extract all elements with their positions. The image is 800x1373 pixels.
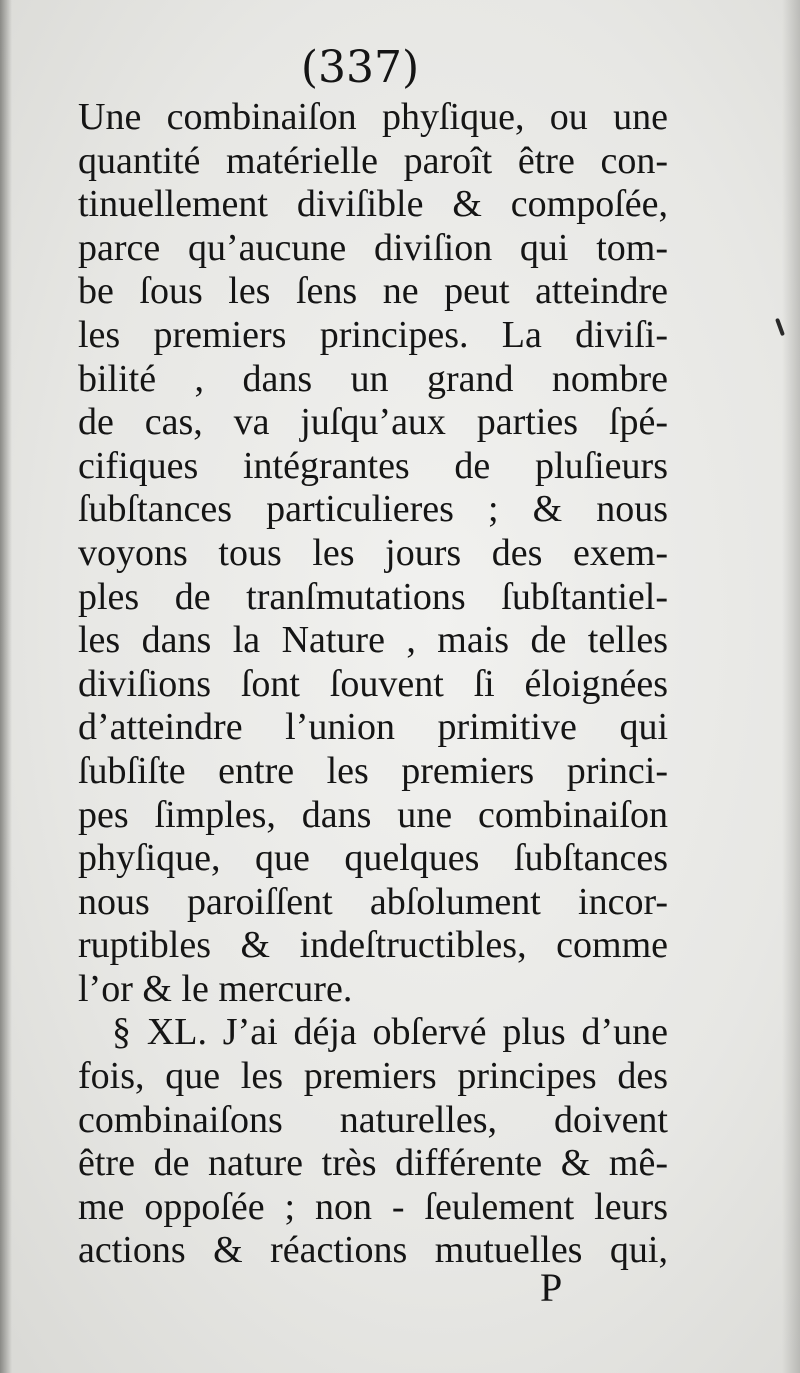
text-line: phyſique, que quelques ſubſtances [78,837,668,880]
text-line: combinaiſons naturelles, doivent [78,1098,668,1141]
text-line: l’or & le mercure. [78,967,353,1010]
body-text [78,96,668,1273]
text-line: bilité , dans un grand nombre [78,357,668,400]
catchword: P [540,1265,563,1310]
gutter-shadow [0,0,12,1373]
text-line: pes ſimples, dans une combinaiſon [78,793,668,836]
text-line: diviſions ſont ſouvent ſi éloignées [78,662,668,705]
text-line: me oppoſée ; non - ſeulement leurs [78,1185,668,1228]
text-line: § XL. J’ai déja obſervé plus d’une [112,1011,668,1054]
text-line: tinuellement diviſible & compoſée, [78,183,668,226]
page-edge-shadow [782,0,800,1373]
text-line: cifiques intégrantes de pluſieurs [78,444,668,487]
page-number: (337) [300,42,420,93]
text-line: Une combinaiſon phyſique, ou une [78,96,668,138]
text-line: quantité matérielle paroît être con- [78,139,668,182]
text-line: nous paroiſſent abſolument incor- [78,880,668,923]
text-line: ſubſtances particulieres ; & nous [78,488,668,531]
text-line: les dans la Nature , mais de telles [78,619,668,662]
text-line: les premiers principes. La diviſi- [78,313,668,356]
text-line: actions & réactions mutuelles qui, [78,1229,668,1272]
text-line: ſubſiſte entre les premiers princi- [78,749,668,792]
text-line: be ſous les ſens ne peut atteindre [78,270,668,313]
text-line: d’atteindre l’union primitive qui [78,706,668,749]
text-line: parce qu’aucune diviſion qui tom- [78,226,668,269]
text-line: de cas, va juſqu’aux parties ſpé- [78,401,668,444]
text-line: être de nature très différente & mê- [78,1142,668,1185]
text-line: ruptibles & indeſtructibles, comme [78,924,668,967]
text-line: voyons tous les jours des exem- [78,531,668,574]
text-line: ples de tranſmutations ſubſtantiel- [78,575,668,618]
text-line: fois, que les premiers principes des [78,1055,668,1098]
